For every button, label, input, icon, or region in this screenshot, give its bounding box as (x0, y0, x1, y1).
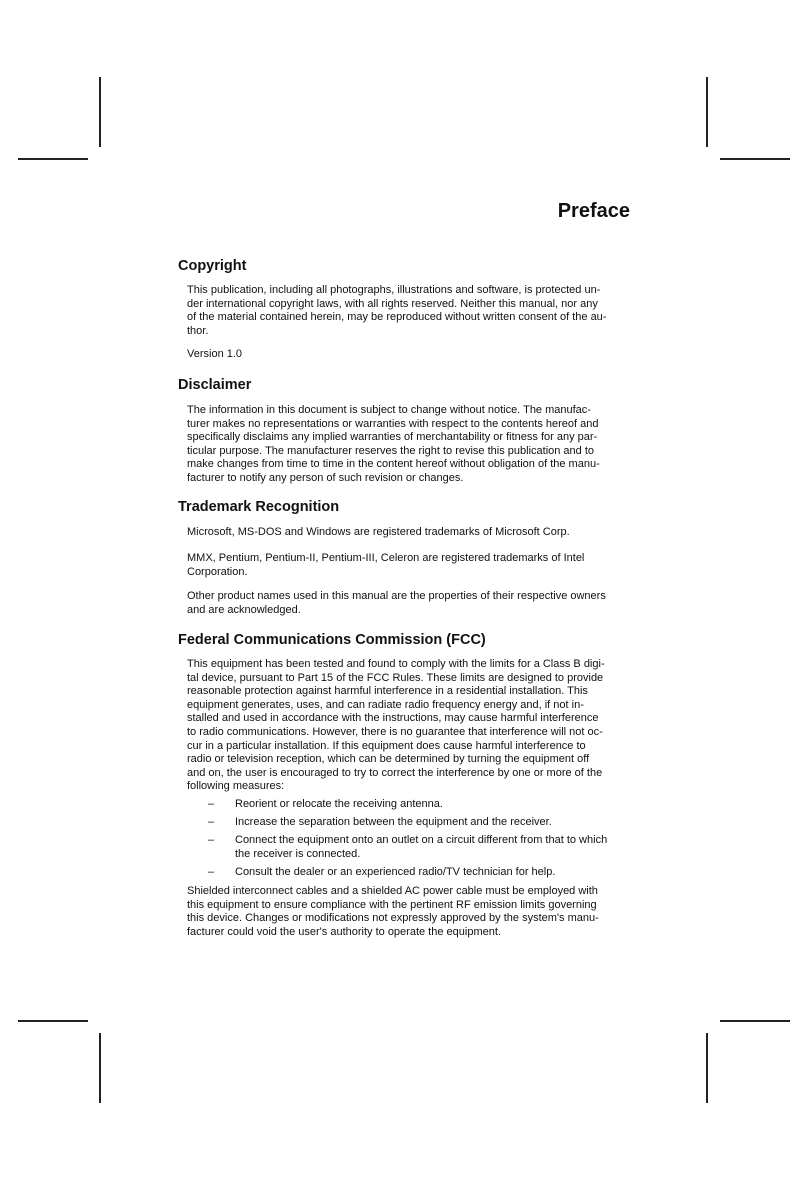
list-item-text: Connect the equipment onto an outlet on a circuit different from that to which the receiver is connected. (235, 834, 608, 860)
list-item (187, 816, 629, 830)
crop-mark-bottom-right-horizontal (720, 1020, 790, 1022)
bullet-dash: – (208, 798, 215, 810)
list-item (187, 834, 629, 861)
trademark-intel-text: MMX, Pentium, Pentium-II, Pentium-III, Celeron are registered trademarks of Intel Corporation. (187, 552, 585, 578)
crop-mark-top-left-horizontal (18, 158, 88, 160)
trademark-heading: Trademark Recognition (178, 499, 340, 515)
list-item-text: Consult the dealer or an experienced radio/TV technician for help. (235, 865, 556, 878)
crop-mark-bottom-left-vertical (99, 1033, 101, 1103)
fcc-closing: Shielded interconnect cables and a shielded AC power cable must be employed with this equipment to ensure compliance with the pertinent RF emission limits governing this device. Changes or modifications not expressly approved by the system's manu- facturer could void the user's authority to operate the equipment. (187, 885, 599, 938)
copyright-heading: Copyright (178, 258, 247, 274)
copyright-body: This publication, including all photographs, illustrations and software, is protected un- der international copyright laws, with all rights reserved. Neither this manual, nor any of the material contained herein, may be reproduced without written consent of the au- thor. (187, 284, 607, 337)
disclaimer-heading: Disclaimer (178, 377, 252, 393)
crop-mark-bottom-left-horizontal (18, 1020, 88, 1022)
list-item-text: Reorient or relocate the receiving antenna. (235, 798, 443, 810)
disclaimer-body: The information in this document is subject to change without notice. The manufac- turer makes no representations or warranties with respect to the contents hereof and specifically disclaims any implied warranties of merchantability or fitness for any par- ticular purpose. The manufacturer reserves the right to revise this publication and to make changes from time to time in the content hereof without obligation of the manu- facturer to notify any person of such revision or changes. (187, 404, 600, 484)
bullet-dash: – (208, 834, 215, 847)
trademark-microsoft-text: Microsoft, MS-DOS and Windows are registered trademarks of Microsoft Corp. (187, 526, 570, 538)
list-item-text: Increase the separation between the equipment and the receiver. (235, 816, 552, 829)
fcc-heading: Federal Communications Commission (FCC) (178, 632, 486, 648)
page-title: Preface (557, 200, 630, 222)
list-item (187, 798, 629, 812)
crop-mark-top-right-vertical (706, 77, 708, 147)
bullet-dash: – (208, 816, 215, 829)
trademark-other-text: Other product names used in this manual are the properties of their respective owners and are acknowledged. (187, 590, 606, 616)
bullet-dash: – (208, 865, 215, 878)
crop-mark-top-left-vertical (99, 77, 101, 147)
version-text: Version 1.0 (187, 348, 243, 360)
crop-mark-bottom-right-vertical (706, 1033, 708, 1103)
crop-mark-top-right-horizontal (720, 158, 790, 160)
list-item (187, 866, 629, 880)
fcc-body: This equipment has been tested and found to comply with the limits for a Class B digi- tal device, pursuant to Part 15 of the FCC Rules. These limits are designed to provide reasonable protection against harmful interference in a residential installation. This equipment generates, uses, and can radiate radio frequency energy and, if not in- stalled and used in accordance with the instructions, may cause harmful interference to radio communications. However, there is no guarantee that interference will not oc- cur in a particular installation. If this equipment does cause harmful interference to radio or television reception, which can be determined by turning the equipment off and on, the user is encouraged to try to correct the interference by one or more of the following measures: (187, 658, 605, 793)
fcc-measures-list (187, 798, 629, 884)
